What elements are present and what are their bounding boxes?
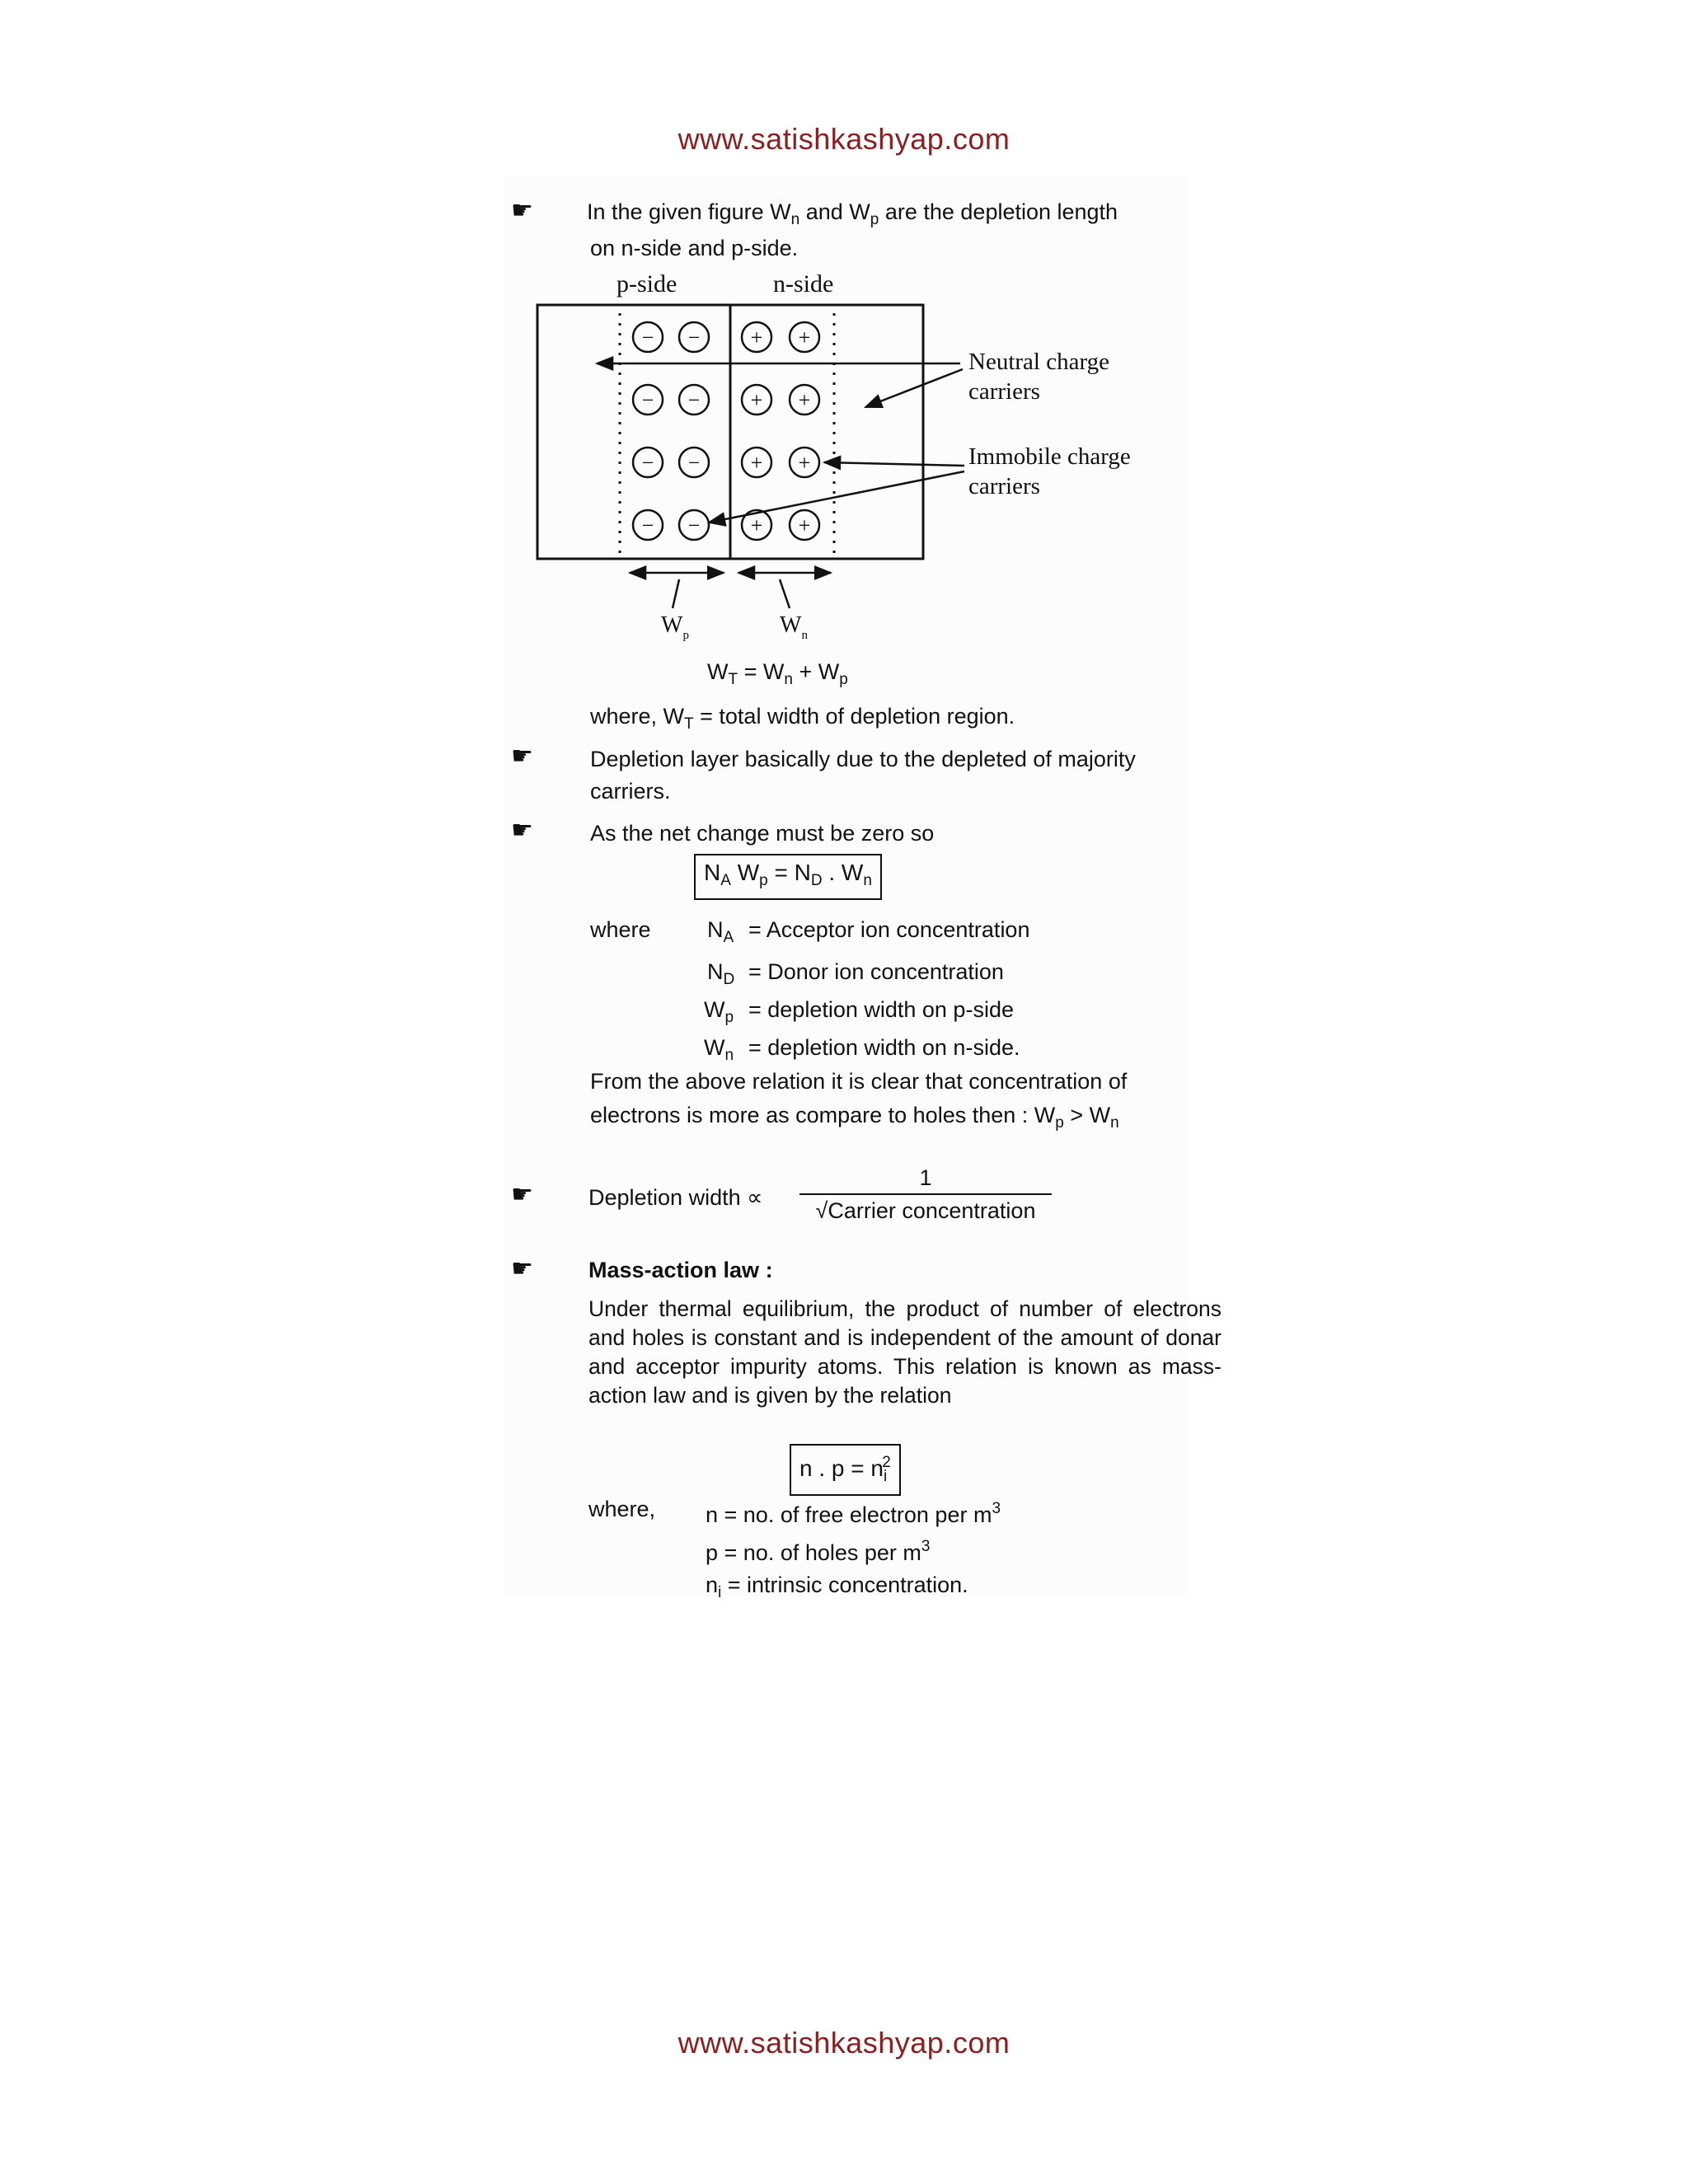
immobile-label: Immobile charge [968, 443, 1131, 470]
svg-text:−: − [687, 326, 701, 349]
svg-text:+: + [750, 513, 763, 537]
definition-nd: $N_D$ = Donor ion concentration [707, 959, 1004, 988]
neutral-label: Neutral charge [968, 349, 1109, 375]
svg-text:−: − [641, 326, 654, 349]
svg-text:+: + [798, 451, 811, 475]
definition-n: n = no. of free electron per $m^3$ [706, 1500, 1001, 1527]
definition-ni: $n_i$ = intrinsic concentration. [706, 1572, 968, 1601]
definition-p: p = no. of holes per $m^3$ [706, 1538, 931, 1565]
intro-line-2: on n-side and p-side. [590, 236, 799, 260]
immobile-arrow-upper [824, 462, 964, 466]
where-label: where [590, 917, 651, 942]
mass-action-heading: Mass-action law : [588, 1258, 773, 1282]
acceptor-ions [633, 322, 709, 540]
svg-text:+: + [750, 326, 763, 349]
immobile-arrow-lower [709, 471, 964, 523]
conclusion-line-1: From the above relation it is clear that concentration of [590, 1069, 1128, 1094]
definition-wn: $W_n$ = depletion width on n-side. [704, 1035, 1020, 1064]
mass-action-paragraph: Under thermal equilibrium, the product of number of electrons and holes is constant and is independent of the amount of donar and acceptor impurity atoms. This relation is known as mass-action law and is given by the relation [588, 1296, 1221, 1408]
svg-text:+: + [750, 388, 763, 412]
bullet-icon: ☛ [511, 743, 533, 770]
bullet-icon: ☛ [511, 197, 533, 224]
conclusion-line-2: electrons is more as compare to holes then : $W_p > W_n$ [590, 1103, 1119, 1132]
depletion-layer-line-1: Depletion layer basically due to the depleted of majority [590, 747, 1136, 771]
svg-text:−: − [687, 513, 701, 537]
svg-text:−: − [641, 388, 654, 412]
bullet-icon: ☛ [511, 1255, 533, 1282]
mass-action-equation: n . $p = n_i^2$ [790, 1444, 901, 1496]
intro-line-1: In the given figure $W_n$ and $W_p$ are the depletion length [587, 199, 1118, 228]
bullet-icon: ☛ [511, 817, 533, 844]
svg-text:−: − [641, 513, 654, 537]
wp-label: $W_p$ [661, 612, 689, 642]
net-charge-text: As the net change must be zero so [590, 821, 935, 846]
svg-text:carriers: carriers [968, 378, 1040, 405]
wn-label: $W_n$ [780, 612, 808, 642]
definition-wp: $W_p$ = depletion width on p-side [704, 997, 1014, 1026]
svg-text:+: + [798, 513, 811, 537]
fraction-numerator: 1 [919, 1165, 932, 1190]
depletion-width-label: Depletion width ∝ [588, 1185, 763, 1210]
depletion-layer-line-2: carriers. [590, 779, 671, 804]
svg-text:carriers: carriers [968, 473, 1040, 499]
svg-text:−: − [687, 388, 701, 412]
fraction-denominator: √Carrier concentration [815, 1198, 1036, 1223]
depletion-width-fraction [799, 1164, 1052, 1225]
p-side-label: p-side [617, 270, 678, 298]
neutral-arrow-right [865, 369, 963, 407]
svg-text:+: + [798, 388, 811, 412]
svg-text:−: − [687, 451, 701, 475]
total-width-definition: where, $W_T$ = total width of depletion region. [590, 704, 1015, 733]
total-width-equation: $W_T = W_n + W_p$ [707, 659, 848, 688]
svg-text:+: + [750, 451, 763, 475]
charge-balance-equation: $N_A$ $W_p = N_D$ . $W_n$ [694, 854, 882, 900]
definition-na: $N_A$ = Acceptor ion concentration [707, 917, 1030, 946]
mass-where-label: where, [588, 1497, 656, 1521]
watermark-top[interactable]: www.satishkashyap.com [678, 122, 1010, 156]
n-side-label: n-side [773, 270, 834, 298]
pn-junction-figure [528, 264, 1170, 651]
svg-text:+: + [798, 326, 811, 349]
watermark-bottom[interactable]: www.satishkashyap.com [678, 2026, 1010, 2060]
bullet-icon: ☛ [511, 1181, 533, 1208]
svg-text:−: − [641, 451, 654, 475]
